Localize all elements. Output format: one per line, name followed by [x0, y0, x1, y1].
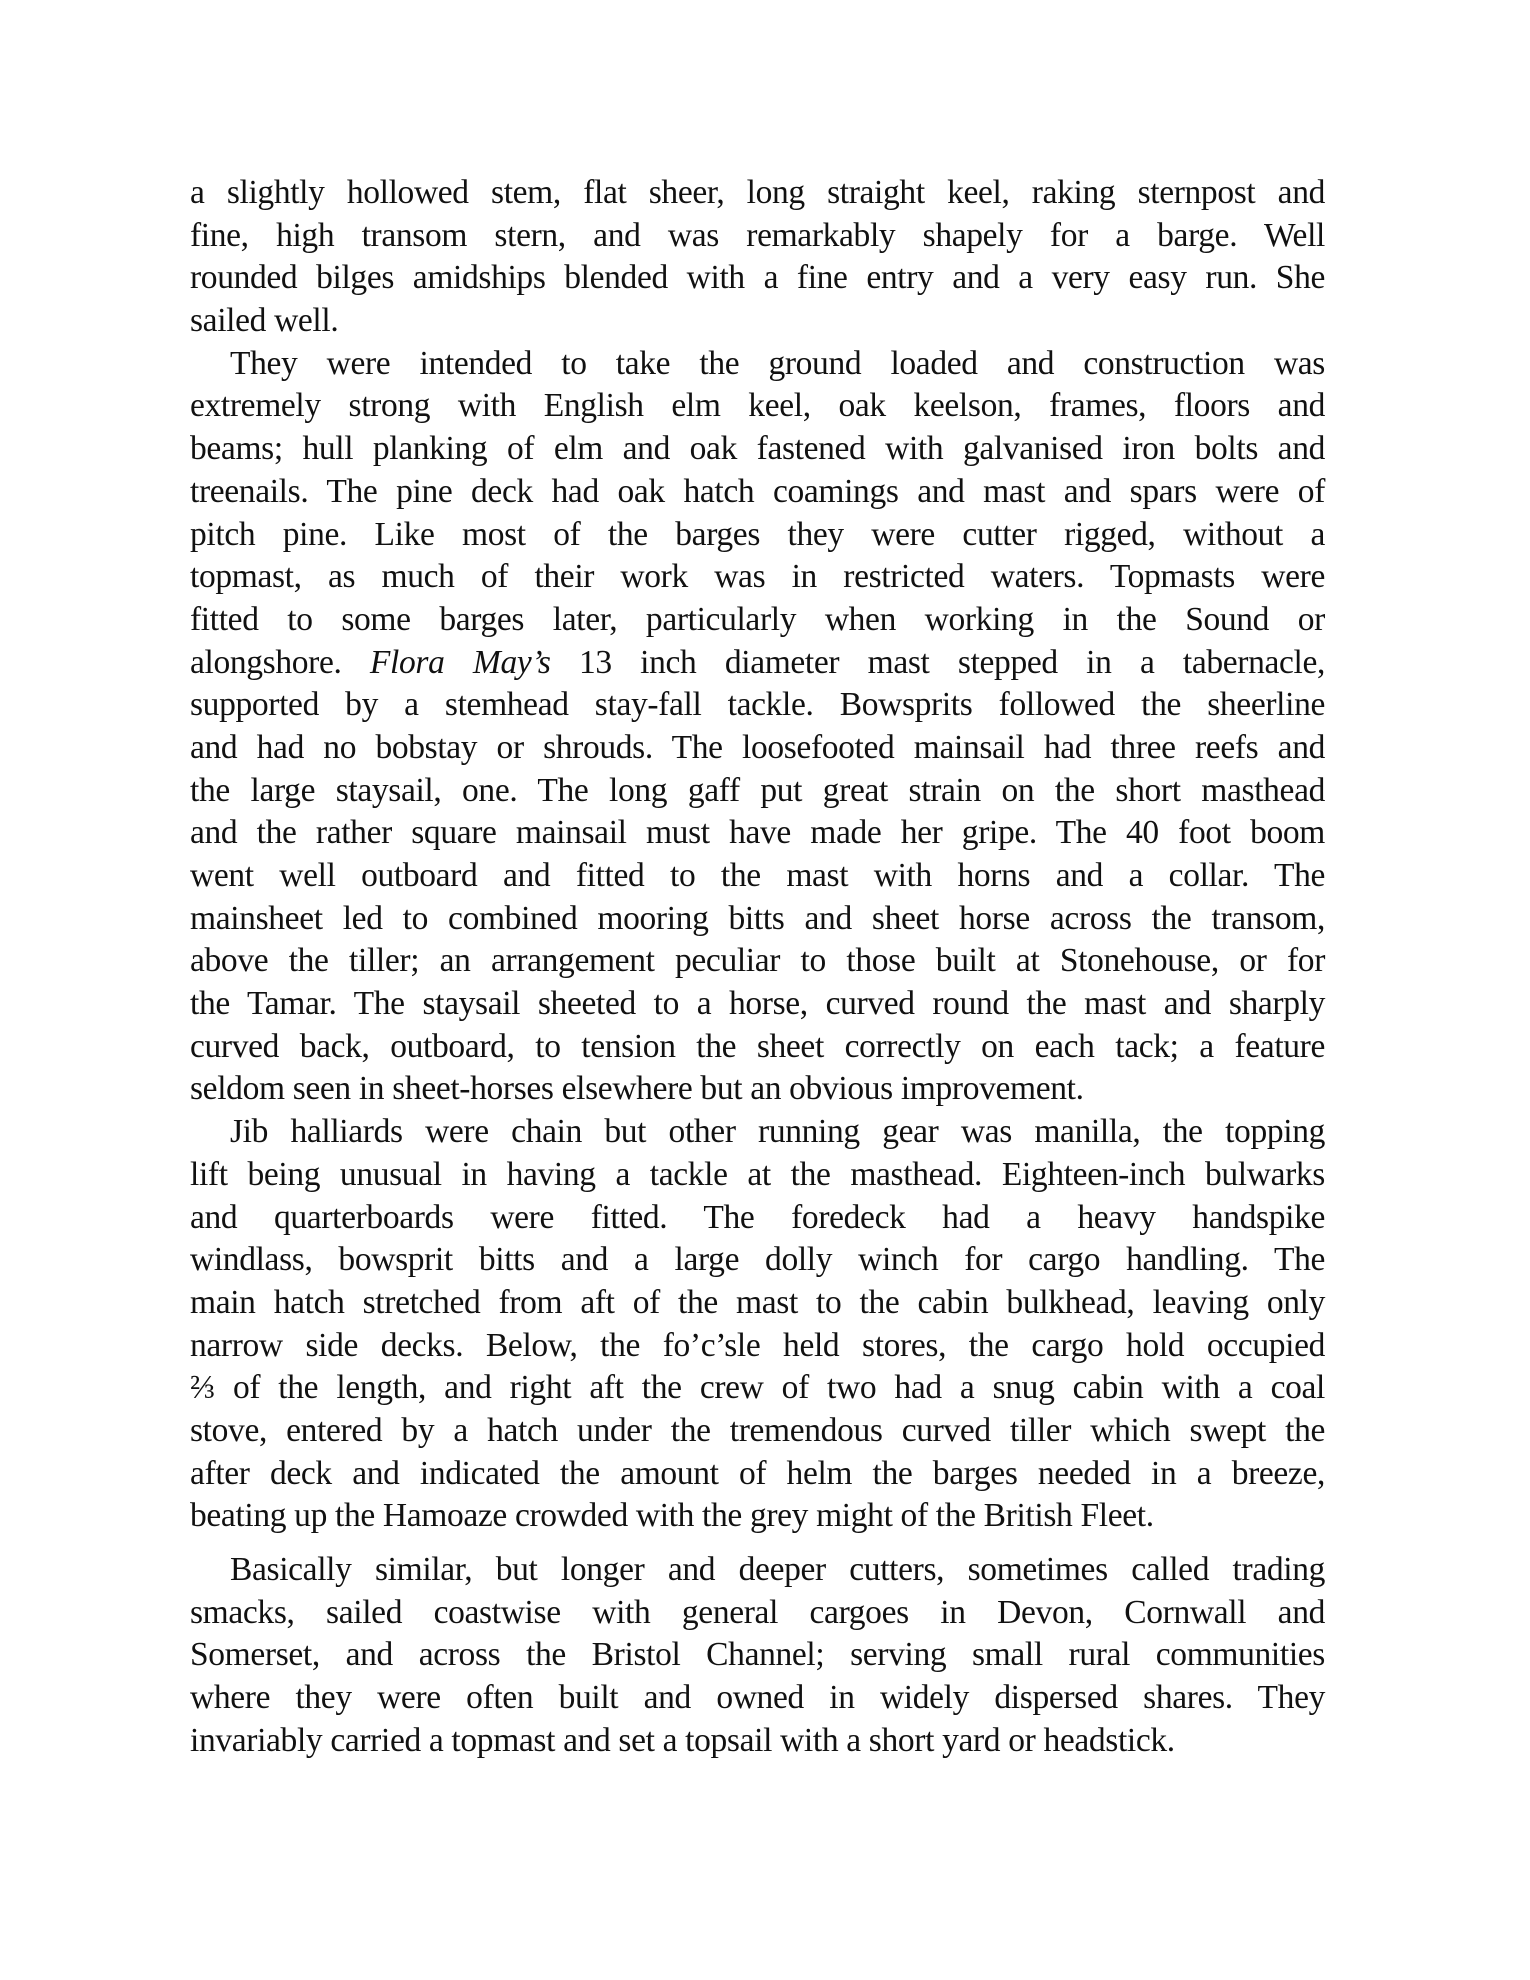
text-line: fitted to some barges later, particularly when working in the Sound or [190, 600, 1325, 638]
paragraph-3 [190, 1111, 1325, 1538]
text-line: stove, entered by a hatch under the tremendous curved tiller which swept the [190, 1411, 1325, 1449]
text-line: beating up the Hamoaze crowded with the grey might of the British Fleet. [190, 1497, 1154, 1535]
text-line: fine, high transom stern, and was remarkably shapely for a barge. Well [190, 216, 1325, 254]
text-line: rounded bilges amidships blended with a fine entry and a very easy run. She [190, 259, 1325, 297]
text-line: Jib halliards were chain but other running gear was manilla, the topping [230, 1113, 1325, 1151]
text-line: curved back, outboard, to tension the sheet correctly on each tack; a feature [190, 1027, 1325, 1065]
text-line: main hatch stretched from aft of the mast to the cabin bulkhead, leaving only [190, 1283, 1325, 1321]
text-line: Basically similar, but longer and deeper cutters, sometimes called trading [230, 1551, 1325, 1588]
text-line: and the rather square mainsail must have made her gripe. The 40 foot boom [190, 814, 1325, 852]
text-line: the Tamar. The staysail sheeted to a horse, curved round the mast and sharply [190, 985, 1325, 1023]
text-line: and had no bobstay or shrouds. The loosefooted mainsail had three reefs and [190, 728, 1325, 766]
page-body [190, 172, 1325, 1762]
text-line-with-italic [190, 642, 1325, 685]
text-line: supported by a stemhead stay-fall tackle. Bowsprits followed the sheerline [190, 686, 1325, 724]
text-line: treenails. The pine deck had oak hatch coamings and mast and spars were of [190, 472, 1325, 510]
paragraph-2 [190, 343, 1325, 1111]
text-line: the large staysail, one. The long gaff put great strain on the short masthead [190, 771, 1325, 809]
text-line: after deck and indicated the amount of helm the barges needed in a breeze, [190, 1454, 1325, 1492]
text-run: alongshore. [190, 643, 370, 681]
text-line: sailed well. [190, 302, 339, 340]
text-line: went well outboard and fitted to the mast with horns and a collar. The [190, 857, 1325, 894]
text-line: smacks, sailed coastwise with general cargoes in Devon, Cornwall and [190, 1593, 1325, 1631]
vessel-name-italic: Flora May’s [369, 643, 551, 681]
text-line: They were intended to take the ground loaded and construction was [230, 344, 1325, 382]
text-line: lift being unusual in having a tackle at the masthead. Eighteen-inch bulwarks [190, 1155, 1325, 1193]
text-line: Somerset, and across the Bristol Channel; serving small rural communities [190, 1636, 1325, 1674]
text-line: narrow side decks. Below, the fo’c’sle held stores, the cargo hold occupied [190, 1326, 1325, 1364]
text-line: ⅔ of the length, and right aft the crew of two had a snug cabin with a coal [190, 1369, 1325, 1407]
text-line: and quarterboards were fitted. The foredeck had a heavy handspike [190, 1198, 1325, 1236]
text-line: above the tiller; an arrangement peculiar to those built at Stonehouse, or for [190, 942, 1325, 980]
text-line: windlass, bowsprit bitts and a large dolly winch for cargo handling. The [190, 1241, 1325, 1279]
text-line: a slightly hollowed stem, flat sheer, long straight keel, raking sternpost and [190, 174, 1325, 211]
text-line: beams; hull planking of elm and oak fastened with galvanised iron bolts and [190, 430, 1325, 468]
paragraph-1 [190, 172, 1325, 343]
text-line: invariably carried a topmast and set a topsail with a short yard or headstick. [190, 1721, 1175, 1759]
text-run: 13 inch diameter mast stepped in a tabernacle, [550, 643, 1326, 681]
text-line: where they were often built and owned in widely dispersed shares. They [190, 1679, 1325, 1717]
text-line: extremely strong with English elm keel, oak keelson, frames, floors and [190, 387, 1325, 425]
paragraph-4 [190, 1549, 1325, 1762]
text-line: mainsheet led to combined mooring bitts and sheet horse across the transom, [190, 899, 1325, 937]
text-line: pitch pine. Like most of the barges they were cutter rigged, without a [190, 515, 1325, 553]
text-line: topmast, as much of their work was in restricted waters. Topmasts were [190, 558, 1325, 596]
text-line: seldom seen in sheet-horses elsewhere but an obvious improvement. [190, 1070, 1084, 1108]
